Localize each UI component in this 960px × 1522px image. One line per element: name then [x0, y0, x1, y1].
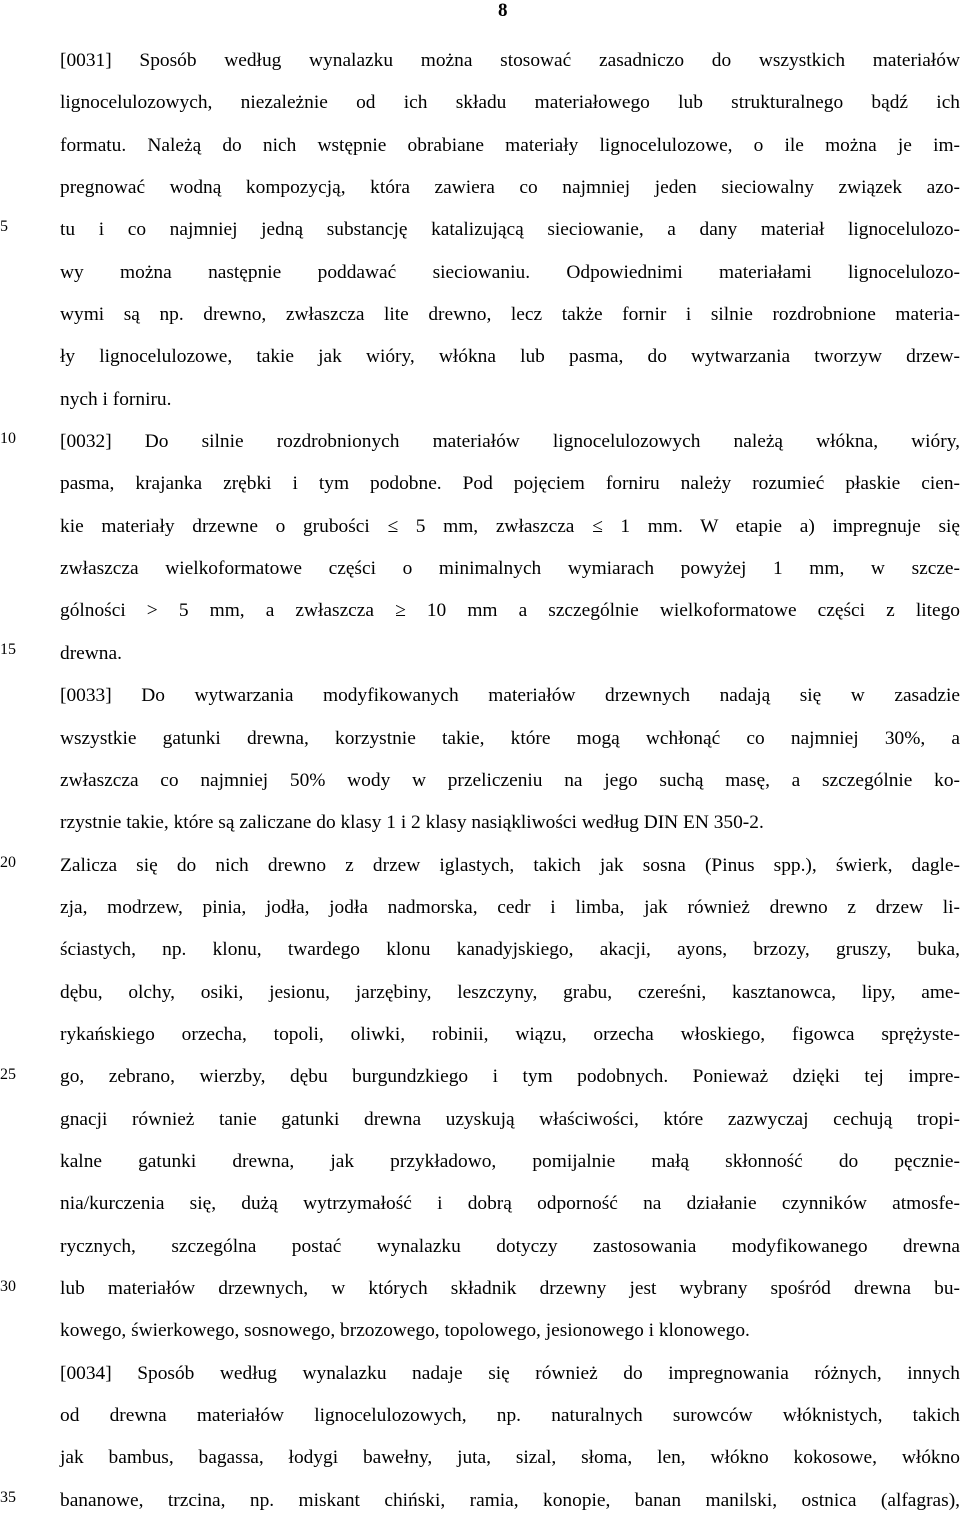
text-line: [0033] Do wytwarzania modyfikowanych materiałów drzewnych nadają się w zasadzie — [60, 685, 960, 707]
text-line: od drewna materiałów lignocelulozowych, np. naturalnych surowców włóknistych, takich — [60, 1405, 960, 1426]
text-line: bananowe, trzcina, np. miskant chiński, ramia, konopie, banan manilski, ostnica (alfagras), — [60, 1489, 960, 1511]
text-line: kalne gatunki drewna, jak przykładowo, pomijalnie małą skłonność do pęcznie- — [60, 1150, 960, 1172]
text-line: jak bambus, bagassa, łodygi bawełny, juta, sizal, słoma, len, włókno kokosowe, włókno — [60, 1447, 960, 1469]
line-number: 35 — [0, 1489, 16, 1506]
text-line: zwłaszcza co najmniej 50% wody w przeliczeniu na jego suchą masę, a szczególnie ko- — [60, 769, 960, 791]
line-number: 25 — [0, 1066, 16, 1083]
text-line: rykańskiego orzecha, topoli, oliwki, robinii, wiązu, orzecha włoskiego, figowca sprężyste- — [60, 1023, 960, 1045]
text-line: nia/kurczenia się, dużą wytrzymałość i dobrą odporność na działanie czynników atmosfe- — [60, 1193, 960, 1215]
text-line: tu i co najmniej jedną substancję katalizującą sieciowanie, a dany materiał lignocelulozo- — [60, 219, 960, 241]
line-number: 15 — [0, 641, 16, 658]
document-body — [60, 40, 960, 1522]
text-line: zja, modrzew, pinia, jodła, jodła nadmorska, cedr i limba, jak również drewno z drzew li- — [60, 896, 960, 918]
line-number: 30 — [0, 1278, 16, 1295]
text-line: lignocelulozowych, niezależnie od ich składu materiałowego lub strukturalnego bądź ich — [60, 92, 960, 114]
text-line: [0032] Do silnie rozdrobnionych materiałów lignocelulozowych należą włókna, wióry, — [60, 431, 960, 453]
text-line: rzystnie takie, które są zaliczane do klasy 1 i 2 klasy nasiąkliwości według DIN EN 350-2. — [60, 812, 764, 834]
text-line: zwłaszcza wielkoformatowe części o minimalnych wymiarach powyżej 1 mm, w szcze- — [60, 558, 960, 580]
text-line: Zalicza się do nich drewno z drzew iglastych, takich jak sosna (Pinus spp.), świerk, dagle- — [60, 854, 960, 876]
text-line: wymi są np. drewno, zwłaszcza lite drewno, lecz także fornir i silnie rozdrobnione materia- — [60, 304, 960, 326]
text-line: kowego, świerkowego, sosnowego, brzozowego, topolowego, jesionowego i klonowego. — [60, 1320, 750, 1342]
text-line: dębu, olchy, osiki, jesionu, jarzębiny, leszczyny, grabu, czereśni, kasztanowca, lipy, ame- — [60, 981, 960, 1003]
text-line: pasma, krajanka zrębki i tym podobne. Pod pojęciem forniru należy rozumieć płaskie cien- — [60, 473, 960, 495]
text-line: rycznych, szczególna postać wynalazku dotyczy zastosowania modyfikowanego drewna — [60, 1235, 960, 1257]
text-line: nych i forniru. — [60, 388, 172, 410]
line-number: 5 — [0, 218, 8, 235]
text-line: gólności > 5 mm, a zwłaszcza ≥ 10 mm a szczególnie wielkoformatowe części z litego — [60, 600, 960, 622]
text-line: wy można następnie poddawać sieciowaniu. Odpowiednimi materiałami lignocelulozo- — [60, 261, 960, 283]
text-line: go, zebrano, wierzby, dębu burgundzkiego i tym podobnych. Ponieważ dzięki tej impre- — [60, 1066, 960, 1088]
text-line: ły lignocelulozowe, takie jak wióry, włókna lub pasma, do wytwarzania tworzyw drzew- — [60, 346, 960, 368]
text-line: pregnować wodną kompozycją, która zawiera co najmniej jeden sieciowalny związek azo- — [60, 177, 960, 199]
text-line: ściastych, np. klonu, twardego klonu kanadyjskiego, akacji, ayons, brzozy, gruszy, buka, — [60, 939, 960, 961]
text-line: [0034] Sposób według wynalazku nadaje się również do impregnowania różnych, innych — [60, 1362, 960, 1384]
text-line: lub materiałów drzewnych, w których składnik drzewny jest wybrany spośród drewna bu- — [60, 1277, 960, 1299]
text-line: kie materiały drzewne o grubości ≤ 5 mm, zwłaszcza ≤ 1 mm. W etapie a) impregnuje się — [60, 515, 960, 537]
line-number-gutter — [0, 0, 40, 1515]
line-number: 10 — [0, 430, 16, 447]
text-line: [0031] Sposób według wynalazku można stosować zasadniczo do wszystkich materiałów — [60, 50, 960, 71]
text-line: formatu. Należą do nich wstępnie obrabiane materiały lignocelulozowe, o ile można je im- — [60, 134, 960, 156]
text-line: wszystkie gatunki drewna, korzystnie takie, które mogą wchłonąć co najmniej 30%, a — [60, 727, 960, 749]
text-line: drewna. — [60, 642, 122, 664]
text-line: gnacji również tanie gatunki drewna uzyskują właściwości, które zazwyczaj cechują tropi- — [60, 1108, 960, 1130]
page-number: 8 — [498, 0, 508, 21]
line-number: 20 — [0, 854, 16, 871]
